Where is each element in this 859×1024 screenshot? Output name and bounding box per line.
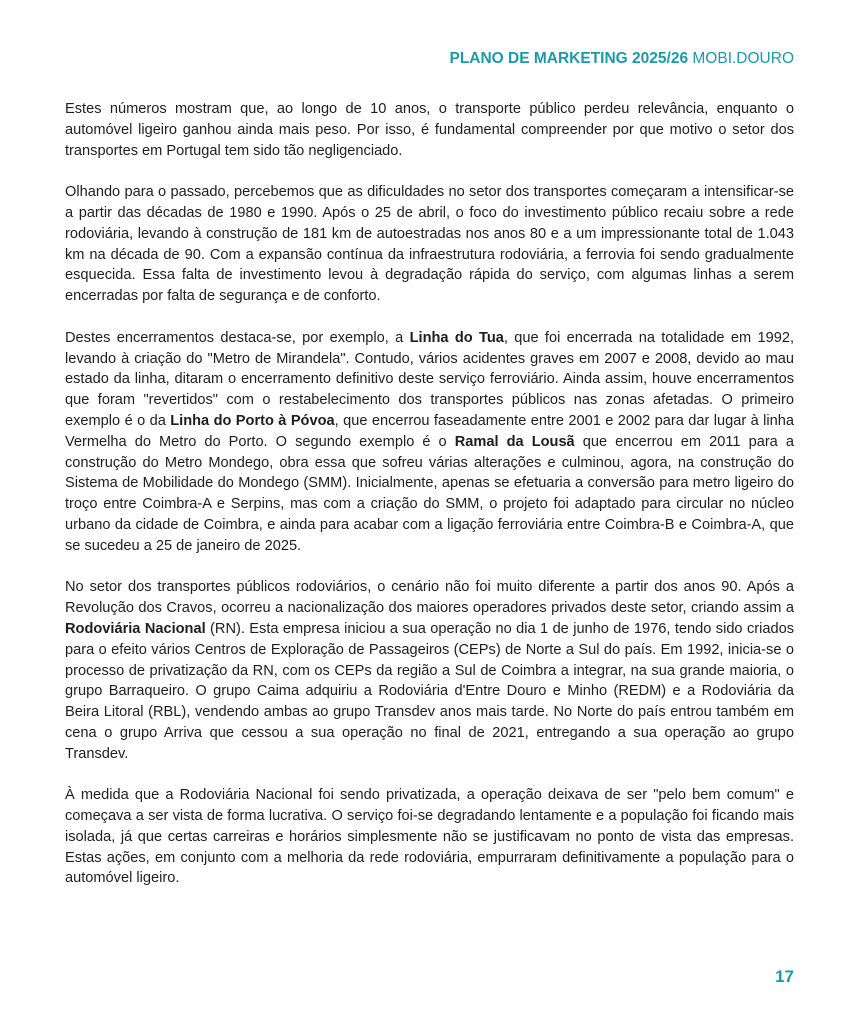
paragraph-text: , que encerrou faseadamente entre 2001 e 2002 para dar lugar à linha Vermelha do Metro do Porto. O segundo exemplo é o [65,412,794,450]
paragraph-text: Destes encerramentos destaca-se, por exemplo, a [65,329,410,346]
body-text [65,99,794,889]
paragraph-5 [65,785,794,889]
paragraph-1 [65,99,794,161]
highlight-rodoviaria-nacional: Rodoviária Nacional [65,620,206,637]
paragraph-3 [65,328,794,557]
paragraph-4 [65,577,794,764]
highlight-linha-porto-povoa: Linha do Porto à Póvoa [170,412,335,429]
highlight-linha-do-tua: Linha do Tua [409,329,504,346]
page-number: 17 [775,967,794,986]
paragraph-text: No setor dos transportes públicos rodoviários, o cenário não foi muito diferente a partir dos anos 90. Após a Revolução dos Cravos, ocorreu a nacionalização dos maiores operadores privados deste setor, criando assim a [65,579,794,617]
header-brand: MOBI.DOURO [688,50,794,67]
paragraph-text: (RN). Esta empresa iniciou a sua operação no dia 1 de junho de 1976, tendo sido criados para o efeito vários Centros de Exploração de Passageiros (CEPs) de Norte a Sul do país. Em 1992, inicia-se o processo de privatização da RN, com os CEPs da região a Sul de Coimbra a integrar, na sua grande maioria, o grupo Barraqueiro. O grupo Caima adquiriu a Rodoviária d'Entre Douro e Minho (REDM) e a Rodoviária da Beira Litoral (RBL), vendendo ambas ao grupo Transdev anos mais tarde. No Norte do país entrou também em cena o grupo Arriva que cessou a sua operação no final de 2021, entregando a sua operação ao grupo Transdev. [65,620,794,762]
header-title: PLANO DE MARKETING 2025/26 [449,50,689,67]
paragraph-text: Olhando para o passado, percebemos que as dificuldades no setor dos transportes começaram a intensificar-se a partir das décadas de 1980 e 1990. Após o 25 de abril, o foco do investimento público recaiu sobre a rede rodoviária, levando à construção de 181 km de autoestradas nos anos 80 e a um impressionante total de 1.043 km na década de 90. Com a expansão contínua da infraestrutura rodoviária, a ferrovia foi sendo gradualmente esquecida. Essa falta de investimento levou à degradação rápida do serviço, com algumas linhas a serem encerradas por falta de segurança e de conforto. [65,184,794,305]
paragraph-text: À medida que a Rodoviária Nacional foi sendo privatizada, a operação deixava de ser "pelo bem comum" e começava a ser vista de forma lucrativa. O serviço foi-se degradando lentamente e a população foi ficando mais isolada, já que certas carreiras e horários simplesmente não se justificavam no ponto de vista das empresas. Estas ações, em conjunto com a melhoria da rede rodoviária, empurraram definitivamente a população para o automóvel ligeiro. [65,787,794,887]
paragraph-text: , que foi encerrada na totalidade em 1992, levando à criação do "Metro de Mirandela". Contudo, vários acidentes graves em 2007 e 2008, devido ao mau estado da linha, ditaram o encerramento definitivo deste serviço ferroviário. Ainda assim, houve encerramentos que foram "revertidos" com o restabelecimento dos transportes públicos nas zonas afetadas. O primeiro exemplo é o da [65,329,794,429]
document-header [449,50,794,68]
paragraph-2 [65,182,794,307]
paragraph-text: Estes números mostram que, ao longo de 10 anos, o transporte público perdeu relevância, enquanto o automóvel ligeiro ganhou ainda mais peso. Por isso, é fundamental compreender por que motivo o setor dos transportes em Portugal tem sido tão negligenciado. [65,101,794,159]
paragraph-text: que encerrou em 2011 para a construção do Metro Mondego, obra essa que sofreu várias alterações e culminou, agora, na construção do Sistema de Mobilidade do Mondego (SMM). Inicialmente, apenas se efetuaria a conversão para metro ligeiro do troço entre Coimbra-A e Serpins, mas com a criação do SMM, o projeto foi adaptado para circular no núcleo urbano da cidade de Coimbra, e ainda para acabar com a ligação ferroviária entre Coimbra-B e Coimbra-A, que se sucedeu a 25 de janeiro de 2025. [65,433,794,554]
highlight-ramal-lousa: Ramal da Lousã [454,433,575,450]
